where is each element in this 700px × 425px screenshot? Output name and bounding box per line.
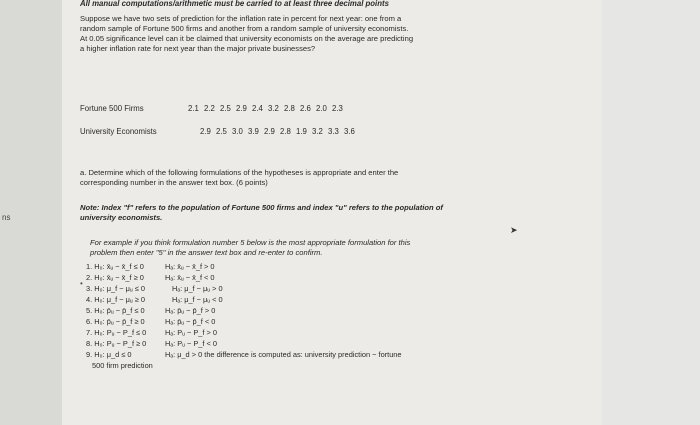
- question-a-line: a. Determine which of the following formulations of the hypotheses is appropriate and enter the: [80, 168, 399, 177]
- instructions-header: All manual computations/arithmetic must be carried to at least three decimal points: [80, 0, 389, 8]
- right-margin: [602, 0, 700, 425]
- formulation-9-continuation: 500 firm prediction: [92, 361, 153, 370]
- formulation-1-h0: 1. H₀: x̄ᵤ − x̄_f ≤ 0: [86, 262, 144, 271]
- side-label: ns: [2, 213, 11, 222]
- formulation-8-ha: Hₐ: Pᵤ − P_f < 0: [165, 339, 217, 348]
- formulation-4-h0: 4. H₀: μ_f − μᵤ ≥ 0: [86, 295, 145, 304]
- intro-line: Suppose we have two sets of prediction for the inflation rate in percent for next year: one from a: [80, 14, 402, 23]
- selection-dot-icon: •: [80, 279, 83, 288]
- mouse-cursor-icon: ➤: [510, 225, 518, 235]
- intro-line: a higher inflation rate for next year than the major private businesses?: [80, 44, 316, 53]
- formulation-3-ha: Hₐ: μ_f − μᵤ > 0: [172, 284, 223, 293]
- formulation-1-ha: Hₐ: x̄ᵤ − x̄_f > 0: [165, 262, 215, 271]
- fortune-values: 2.1 2.2 2.5 2.9 2.4 3.2 2.8 2.6 2.0 2.3: [188, 104, 343, 113]
- note-line: university economists.: [80, 213, 163, 222]
- example-line: For example if you think formulation number 5 below is the most appropriate formulation for this: [90, 238, 411, 247]
- economists-label: University Economists: [80, 127, 157, 136]
- question-page: [62, 0, 602, 425]
- formulation-8-h0: 8. H₀: Pᵤ − P_f ≥ 0: [86, 339, 147, 348]
- intro-line: random sample of Fortune 500 firms and another from a random sample of university economists.: [80, 24, 409, 33]
- question-a-line: corresponding number in the answer text box. (6 points): [80, 178, 268, 187]
- formulation-5-ha: Hₐ: p̄ᵤ − p̄_f > 0: [165, 306, 216, 315]
- formulation-7-ha: Hₐ: Pᵤ − P_f > 0: [165, 328, 217, 337]
- note-line: Note: Index "f" refers to the population of Fortune 500 firms and index "u" refers to the population of: [80, 203, 443, 212]
- example-line: problem then enter "5" in the answer text box and re-enter to confirm.: [90, 248, 323, 257]
- formulation-6-h0: 6. H₀: p̄ᵤ − p̄_f ≥ 0: [86, 317, 145, 326]
- formulation-9-ha: Hₐ: μ_d > 0 the difference is computed as: university prediction − fortune: [165, 350, 402, 359]
- fortune-label: Fortune 500 Firms: [80, 104, 144, 113]
- formulation-4-ha: Hₐ: μ_f − μᵤ < 0: [172, 295, 223, 304]
- formulation-2-h0: 2. H₀: x̄ᵤ − x̄_f ≥ 0: [86, 273, 144, 282]
- economists-values: 2.9 2.5 3.0 3.9 2.9 2.8 1.9 3.2 3.3 3.6: [200, 127, 355, 136]
- formulation-2-ha: Hₐ: x̄ᵤ − x̄_f < 0: [165, 273, 215, 282]
- formulation-5-h0: 5. H₀: p̄ᵤ − p̄_f ≤ 0: [86, 306, 145, 315]
- formulation-3-h0: 3. H₀: μ_f − μᵤ ≤ 0: [86, 284, 145, 293]
- formulation-7-h0: 7. H₀: Pᵤ − P_f ≤ 0: [86, 328, 147, 337]
- formulation-6-ha: Hₐ: p̄ᵤ − p̄_f < 0: [165, 317, 216, 326]
- formulation-9-h0: 9. H₀: μ_d ≤ 0: [86, 350, 132, 359]
- intro-line: At 0.05 significance level can it be claimed that university economists on the average are predicting: [80, 34, 414, 43]
